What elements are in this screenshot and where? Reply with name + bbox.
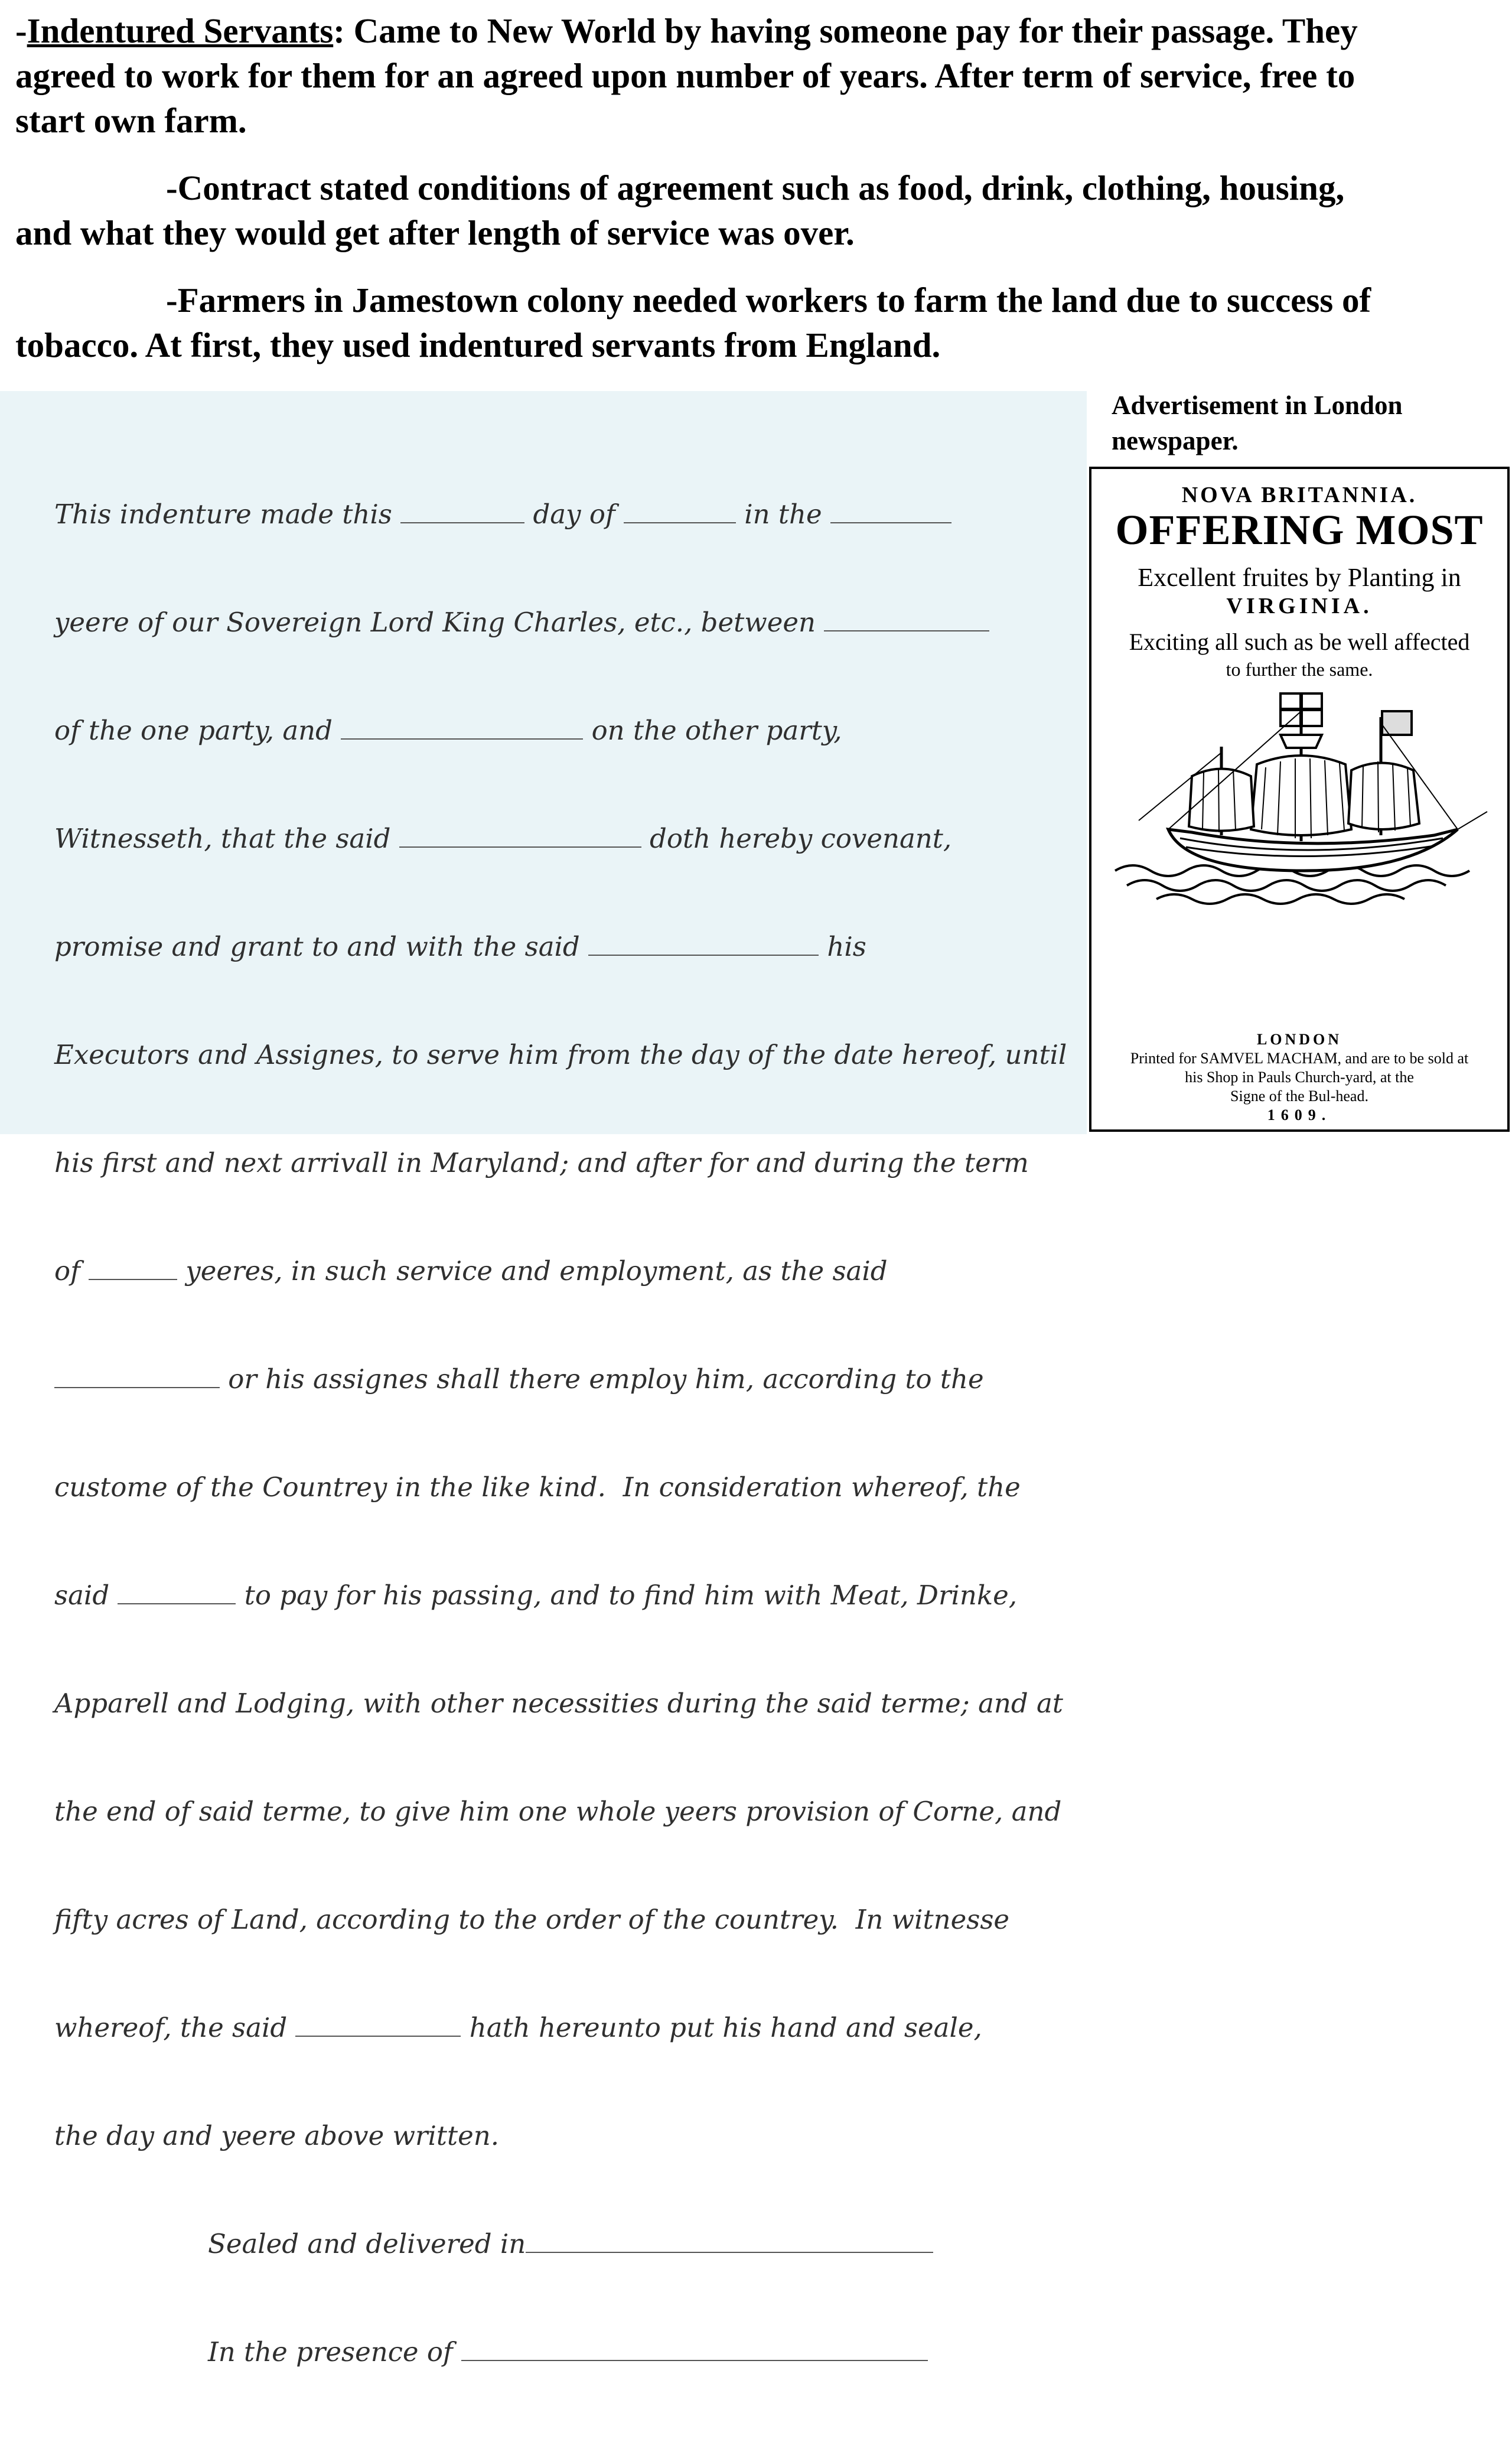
blank-line [400, 497, 524, 523]
indenture-line: Sealed and delivered in [54, 2226, 1067, 2262]
ad-subtitle-fruits: Excellent fruites by Planting in VIRGINIA. [1138, 563, 1461, 618]
blank-line [341, 713, 583, 740]
jamestown-line-1: -Farmers in Jamestown colony needed workers to farm the land due to success of [166, 281, 1371, 320]
blank-line [526, 2226, 933, 2253]
ad-subtitle-exciting: Exciting all such as be well affected to further the same. [1129, 629, 1470, 680]
blank-line [118, 1578, 236, 1604]
blank-line [295, 2010, 461, 2037]
indenture-line: In the presence of [54, 2334, 1067, 2370]
indenture-line: his first and next arrivall in Maryland; and after for and during the term [54, 1147, 1029, 1178]
notes-text [15, 8, 1492, 390]
indenture-text [54, 424, 1067, 2442]
definition-line-3: start own farm. [15, 101, 247, 140]
indenture-line: Apparell and Lodging, with other necessities during the said terme; and at [54, 1688, 1063, 1719]
ship-illustration [1103, 693, 1499, 906]
caption-line-2: newspaper. [1112, 426, 1239, 455]
advertisement-caption [1112, 388, 1490, 458]
indenture-line: fifty acres of Land, according to the order of the countrey. In witnesse [54, 1904, 1010, 1935]
blank-line [830, 497, 951, 523]
indenture-document [0, 391, 1087, 2368]
advertisement-image [1089, 467, 1510, 1132]
indenture-line: custome of the Countrey in the like kind. In consideration whereof, the [54, 1471, 1021, 1503]
blank-line [588, 929, 819, 956]
ad-title-nova-britannia: NOVA BRITANNIA. [1181, 483, 1418, 507]
definition-line-2: agreed to work for them for an agreed upon number of years. After term of service, free to [15, 56, 1355, 95]
ad-imprint: LONDON Printed for SAMVEL MACHAM, and are to be sold at his Shop in Pauls Church-yard, at the Signe of the Bul-head. 1609. [1130, 1031, 1469, 1124]
indenture-line: Executors and Assignes, to serve him from the day of the date hereof, until [54, 1039, 1067, 1070]
ad-title-offering: OFFERING MOST [1115, 506, 1484, 553]
indenture-line: or his assignes shall there employ him, according to the [54, 1361, 1067, 1397]
caption-line-1: Advertisement in London [1112, 390, 1403, 420]
blank-line [399, 821, 641, 848]
indenture-line: This indenture made this day of in the [54, 496, 1067, 532]
indenture-line: whereof, the said hath hereunto put his hand and seale, [54, 2010, 1067, 2046]
blank-line [54, 1362, 220, 1388]
paragraph-jamestown [15, 278, 1492, 367]
contract-line-1: -Contract stated conditions of agreement such as food, drink, clothing, housing, [166, 168, 1345, 207]
blank-line [461, 2334, 928, 2361]
dash: - [15, 11, 27, 50]
indenture-line: of the one party, and on the other party, [54, 712, 1067, 748]
blank-line [89, 1253, 177, 1280]
definition-line-1: : Came to New World by having someone pay for their passage. They [333, 11, 1358, 50]
paragraph-definition [15, 8, 1492, 143]
indenture-line: promise and grant to and with the said his [54, 929, 1067, 965]
blank-line [824, 605, 989, 631]
indenture-line: Witnesseth, that the said doth hereby covenant, [54, 820, 1067, 857]
indenture-line: yeere of our Sovereign Lord King Charles, etc., between [54, 604, 1067, 640]
indenture-line: of yeeres, in such service and employment, as the said [54, 1253, 1067, 1289]
indenture-line: the day and yeere above written. [54, 2120, 500, 2151]
indenture-line: said to pay for his passing, and to find him with Meat, Drinke, [54, 1577, 1067, 1613]
jamestown-line-2: tobacco. At first, they used indentured servants from England. [15, 325, 941, 364]
term-indentured-servants: Indentured Servants [27, 11, 334, 50]
blank-line [624, 497, 736, 523]
indenture-line: the end of said terme, to give him one whole yeers provision of Corne, and [54, 1796, 1062, 1827]
contract-line-2: and what they would get after length of service was over. [15, 213, 855, 252]
paragraph-contract [15, 165, 1492, 255]
